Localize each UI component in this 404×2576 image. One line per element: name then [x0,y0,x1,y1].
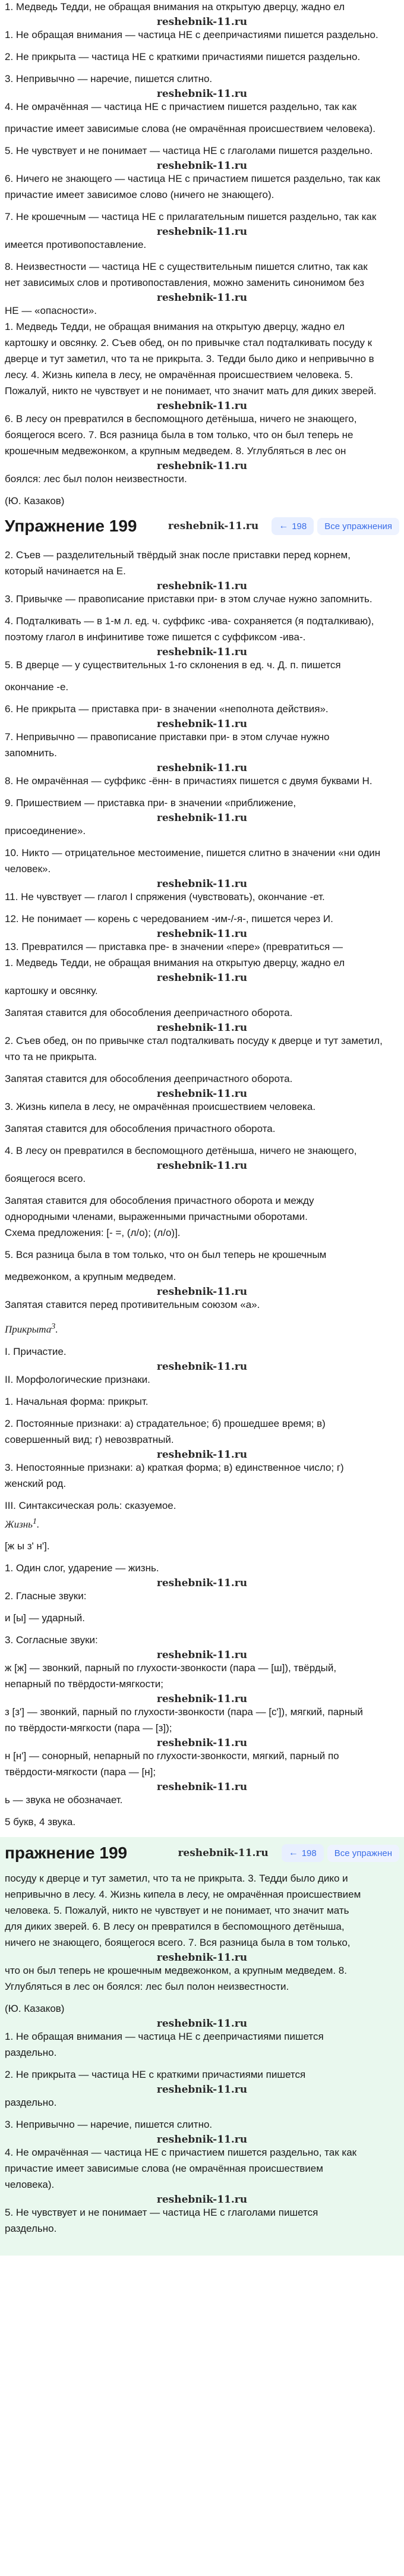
watermark: reshebnik-11.ru [156,1286,248,1298]
text-line: ь — звука не обозначает. [5,1794,123,1806]
text-line: присоединение». [5,825,86,836]
text-line: ж [ж] — звонкий, парный по глухости-звонкости (пара — [ш]), твёрдый, [5,1662,337,1674]
watermark: reshebnik-11.ru [156,1577,248,1590]
text-line: 4. Не омрачённая — частица НЕ с причастием пишется раздельно, так как [5,2147,357,2159]
text-line: 4. В лесу он превратился в беспомощного детёныша, ничего не знающего, [5,1145,357,1156]
watermark: reshebnik-11.ru [156,1022,248,1034]
text-line: картошку и овсянку. 2. Съев обед, он по привычке стал подталкивать посуду к [5,337,373,348]
text-line: человека. 5. Пожалуй, никто не чувствует и не понимает, что значит мать [5,1905,349,1917]
text-line: 6. Ничего не знающего — частица НЕ с причастием пишется раздельно, так как [5,173,380,184]
watermark: reshebnik-11.ru [156,160,248,172]
watermark: reshebnik-11.ru [156,226,248,238]
text-line: что та не прикрыта. [5,1051,97,1062]
text-line: 2. Съев — разделительный твёрдый знак после приставки перед корнем, [5,549,351,561]
text-line: 6. Не прикрыта — приставка при- в значении «неполнота действия». [5,703,329,715]
text-line: твёрдости-мягкости (пара — [н]; [5,1766,156,1778]
text-line: 1. Не обращая внимания — частица НЕ с деепричастиями пишется раздельно. [5,29,378,40]
watermark: reshebnik-11.ru [156,762,248,774]
text-line: совершенный вид; г) невозвратный. [5,1433,174,1445]
text-line: Запятая ставится для обособления деепричастного оборота. [5,1007,293,1018]
text-line: 1. Один слог, ударение — жизнь. [5,1562,159,1574]
text-line: непривычно в лесу. 4. Жизнь кипела в лесу, не омрачённая происшествием [5,1889,361,1901]
text-line: Запятая ставится перед противительным союзом «а». [5,1299,260,1310]
text-line: посуду к дверце и тут заметил, что та не прикрыта. 3. Тедди было дико и [5,1873,348,1885]
watermark: reshebnik-11.ru [156,1360,248,1373]
text-line: I. Причастие. [5,1345,67,1357]
repeat-section [0,1869,404,2256]
watermark: reshebnik-11.ru [156,1952,248,1964]
text-line: 1. Медведь Тедди, не обращая внимания на открытую дверцу, жадно ел [5,1,345,12]
watermark: reshebnik-11.ru [156,292,248,304]
watermark: reshebnik-11.ru [156,460,248,472]
text-line: 8. Не омрачённая — суффикс -ённ- в причастиях пишется с двумя буквами Н. [5,775,373,787]
watermark: reshebnik-11.ru [156,2018,248,2030]
text-line: 7. Не крошечным — частица НЕ с прилагательным пишется раздельно, так как [5,211,377,222]
text-line: 3. Привычке — правописание приставки при- в этом случае нужно запомнить. [5,593,373,605]
watermark: reshebnik-11.ru [156,2134,248,2146]
all-exercises-button[interactable]: Все упражнения [317,518,399,535]
text-line: окончание -е. [5,681,69,693]
exercise-header-repeat [0,1837,404,1869]
text-line: для диких зверей. 6. В лесу он превратился в беспомощного детёныша, [5,1921,345,1933]
text-line: [ж ы з' н']. [5,1540,50,1552]
text-line: Пожалуй, никто не чувствует и не понимает, что значит мать для диких зверей. [5,385,377,397]
watermark: reshebnik-11.ru [156,16,248,28]
text-line: человека). [5,2179,55,2191]
author: (Ю. Казаков) [5,2003,65,2015]
intro-section [0,0,404,508]
text-line: 4. Подталкивать — в 1-м л. ед. ч. суффикс -ива- сохраняется (я подталкиваю), [5,615,374,627]
text-line: раздельно. [5,2047,57,2059]
text-line: 5. В дверце — у существительных 1-го склонения в ед. ч. Д. п. пишется [5,659,341,671]
prev-exercise-button[interactable] [282,1844,324,1862]
text-line: запомнить. [5,747,57,759]
text-line: Запятая ставится для обособления деепричастного оборота. [5,1073,293,1084]
text-line: 6. В лесу он превратился в беспомощного детёныша, ничего не знающего, [5,413,357,424]
text-line: боящегося всего. 7. Вся разница была в том только, что он был теперь не [5,429,354,441]
watermark: reshebnik-11.ru [156,812,248,824]
text-line: имеется противопоставление. [5,239,147,250]
watermark: reshebnik-11.ru [156,1781,248,1794]
all-exercises-button[interactable]: Все упражнен [327,1845,399,1862]
watermark: reshebnik-11.ru [156,1160,248,1172]
text-line: III. Синтаксическая роль: сказуемое. [5,1499,176,1511]
text-line: непарный по твёрдости-мягкости; [5,1678,164,1690]
watermark: reshebnik-11.ru [156,1649,248,1662]
text-line: 5 букв, 4 звука. [5,1816,76,1828]
text-line: 13. Превратился — приставка пре- в значении «пере» (превратиться — [5,941,343,952]
watermark: reshebnik-11.ru [156,928,248,940]
text-line: человек». [5,863,51,875]
watermark: reshebnik-11.ru [178,1847,269,1860]
text-line: поэтому глагол в инфинитиве тоже пишется с суффиксом -ива-. [5,631,306,643]
text-line: 1. Не обращая внимания — частица НЕ с деепричастиями пишется [5,2031,324,2043]
watermark: reshebnik-11.ru [156,972,248,984]
text-line: 2. Не прикрыта — частица НЕ с краткими причастиями пишется раздельно. [5,51,361,62]
text-line: 3. Непостоянные признаки: а) краткая форма; в) единственное число; г) [5,1461,344,1473]
text-line: 7. Непривычно — правописание приставки при- в этом случае нужно [5,731,330,743]
spelling-section [0,542,404,1320]
text-line: 5. Вся разница была в том только, что он был теперь не крошечным [5,1249,327,1260]
text-line: 2. Не прикрыта — частица НЕ с краткими причастиями пишется [5,2069,306,2081]
text-line: 8. Неизвестности — частица НЕ с существительным пишется слитно, так как [5,261,368,272]
text-line: 9. Пришествием — приставка при- в значении «приближение, [5,797,296,809]
watermark: reshebnik-11.ru [156,878,248,890]
text-line: крошечным медвежонком, а крупным медведем. 8. Углубляться в лес он [5,445,346,457]
prev-exercise-label: 198 [292,521,307,531]
watermark: reshebnik-11.ru [156,1088,248,1100]
text-line: Углубляться в лес он боялся: лес был полон неизвестности. [5,1981,289,1993]
text-line: 1. Медведь Тедди, не обращая внимания на открытую дверцу, жадно ел [5,321,345,332]
text-line: 5. Не чувствует и не понимает — частица НЕ с глаголами пишется раздельно. [5,145,373,156]
text-line: нет зависимых слов и противопоставления, можно заменить синонимом без [5,277,365,288]
watermark: reshebnik-11.ru [156,2194,248,2206]
text-line: н [н'] — сонорный, непарный по глухости-звонкости, мягкий, парный по [5,1750,339,1762]
watermark: reshebnik-11.ru [156,88,248,100]
text-line: 5. Не чувствует и не понимает — частица НЕ с глаголами пишется [5,2207,318,2219]
watermark: reshebnik-11.ru [156,1448,248,1461]
text-line: боялся: лес был полон неизвестности. [5,473,187,485]
text-line: 3. Согласные звуки: [5,1634,98,1646]
author: (Ю. Казаков) [5,495,65,507]
watermark: reshebnik-11.ru [156,1737,248,1750]
text-line: 11. Не чувствует — глагол I спряжения (чувствовать), окончание -ет. [5,891,325,902]
text-line: причастие имеет зависимое слово (ничего не знающего). [5,189,274,200]
text-line: ничего не знающего, боящегося всего. 7. Вся разница была в том только, [5,1937,351,1949]
text-line: НЕ — «опасности». [5,305,97,316]
text-line: и [ы] — ударный. [5,1612,85,1624]
text-line: 2. Постоянные признаки: а) страдательное; б) прошедшее время; в) [5,1417,326,1429]
text-line: Запятая ставится для обособления причастного оборота и между [5,1195,314,1206]
morphological-analysis [0,1320,404,1512]
text-line: раздельно. [5,2097,57,2109]
arrow-left-icon: ← [288,1848,298,1858]
text-line: медвежонком, а крупным медведем. [5,1271,176,1282]
text-line: Схема предложения: [- =, (л/о); (л/о)]. [5,1227,181,1238]
watermark: reshebnik-11.ru [156,646,248,658]
watermark: reshebnik-11.ru [156,580,248,592]
text-line: женский род. [5,1477,67,1489]
text-line: дверце и тут заметил, что та не прикрыта. 3. Тедди было дико и непривычно в [5,353,374,364]
text-line: раздельно. [5,2223,57,2235]
page-title: Упражнение 199 [5,517,137,535]
phonetic-analysis [0,1515,404,1838]
text-line: 4. Не омрачённая — частица НЕ с причастием пишется раздельно, так как [5,101,357,112]
text-line: 3. Непривычно — наречие, пишется слитно. [5,2119,213,2131]
text-line: причастие имеет зависимые слова (не омрачённая происшествием [5,2163,323,2175]
text-line: 10. Никто — отрицательное местоимение, пишется слитно в значении «ни один [5,847,381,858]
watermark: reshebnik-11.ru [156,718,248,730]
text-line: что он был теперь не крошечным медвежонком, а крупным медведем. 8. [5,1965,347,1977]
text-line: Запятая ставится для обособления причастного оборота. [5,1123,276,1134]
arrow-left-icon: ← [279,521,289,531]
text-line: 1. Медведь Тедди, не обращая внимания на открытую дверцу, жадно ел [5,957,345,968]
text-line: 1. Начальная форма: прикрыт. [5,1395,149,1407]
watermark: reshebnik-11.ru [156,400,248,412]
text-line: 3. Непривычно — наречие, пишется слитно. [5,73,213,84]
text-line: по твёрдости-мягкости (пара — [з]); [5,1722,172,1734]
text-line: картошку и овсянку. [5,985,98,996]
text-line: 2. Гласные звуки: [5,1590,87,1602]
prev-exercise-label: 198 [301,1848,317,1858]
analysis-word: Прикрыта$^3$. [5,1322,58,1335]
text-line: 3. Жизнь кипела в лесу, не омрачённая происшествием человека. [5,1101,316,1112]
exercise-header [0,510,404,542]
prev-exercise-button[interactable] [272,517,314,535]
text-line: который начинается на Е. [5,565,126,577]
text-line: II. Морфологические признаки. [5,1373,150,1385]
text-line: однородными членами, выраженными причастными оборотами. [5,1211,308,1222]
text-line: боящегося всего. [5,1173,86,1184]
text-line: 2. Съев обед, он по привычке стал подталкивать посуду к дверце и тут заметил, [5,1035,383,1046]
analysis-word: Жизнь$^1$. [5,1516,40,1530]
page-title: пражнение 199 [5,1844,128,1863]
text-line: причастие имеет зависимые слова (не омрачённая происшествием человека). [5,123,375,134]
text-line: 12. Не понимает — корень с чередованием -им-/-я-, пишется через И. [5,913,333,924]
watermark: reshebnik-11.ru [156,1693,248,1706]
watermark: reshebnik-11.ru [156,2084,248,2096]
text-line: лесу. 4. Жизнь кипела в лесу, не омрачённая происшествием человека. 5. [5,369,354,380]
text-line: з [з'] — звонкий, парный по глухости-звонкости (пара — [с']), мягкий, парный [5,1706,363,1718]
watermark: reshebnik-11.ru [168,520,259,532]
